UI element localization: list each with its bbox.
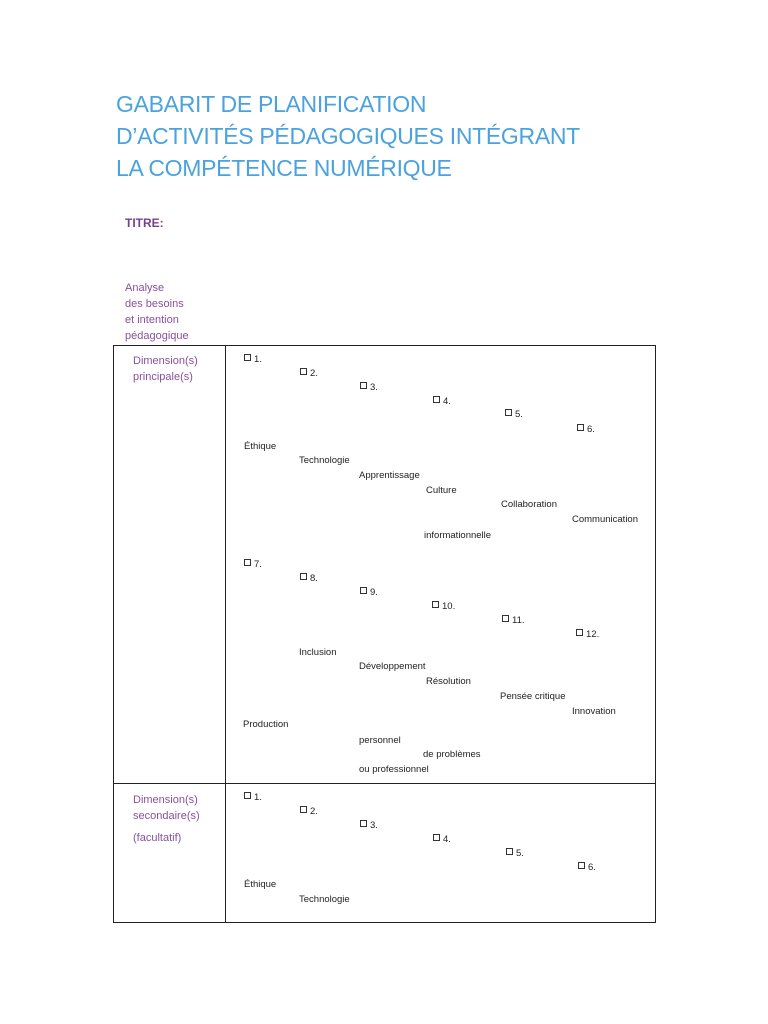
checkbox-icon[interactable] bbox=[505, 409, 512, 416]
principal-checkbox-10[interactable] bbox=[432, 601, 455, 613]
label-line: (facultatif) bbox=[133, 832, 182, 844]
dimension-label: Développement bbox=[359, 661, 426, 672]
checkbox-number: 5. bbox=[516, 848, 524, 859]
principal-checkbox-9[interactable] bbox=[360, 587, 378, 599]
checkbox-icon[interactable] bbox=[244, 354, 251, 361]
page-title bbox=[116, 88, 676, 184]
principal-checkbox-5[interactable] bbox=[505, 409, 523, 421]
principal-checkbox-7[interactable] bbox=[244, 559, 262, 571]
dimensions-table bbox=[113, 345, 656, 923]
checkbox-number: 9. bbox=[370, 587, 378, 598]
label-line: Dimension(s) bbox=[133, 355, 198, 367]
secondary-dimension-label bbox=[133, 792, 200, 846]
column-divider bbox=[225, 346, 226, 922]
dimension-label: Technologie bbox=[299, 455, 350, 466]
checkbox-icon[interactable] bbox=[433, 396, 440, 403]
label-line: Dimension(s) bbox=[133, 794, 198, 806]
section-heading-line: pédagogique bbox=[125, 330, 189, 342]
titre-label: TITRE: bbox=[125, 216, 164, 230]
checkbox-icon[interactable] bbox=[360, 382, 367, 389]
section-heading bbox=[125, 280, 189, 344]
dimension-label: Production bbox=[243, 719, 289, 730]
dimension-label: informationnelle bbox=[424, 530, 492, 541]
section-heading-line: Analyse bbox=[125, 282, 165, 294]
title-line-2: D’ACTIVITÉS PÉDAGOGIQUES INTÉGRANT bbox=[116, 123, 580, 149]
secondary-checkbox-5[interactable] bbox=[506, 848, 524, 860]
checkbox-number: 10. bbox=[442, 601, 456, 612]
dimension-label: ou professionnel bbox=[359, 764, 429, 775]
checkbox-number: 3. bbox=[370, 820, 378, 831]
checkbox-number: 1. bbox=[254, 792, 262, 803]
checkbox-icon[interactable] bbox=[300, 368, 307, 375]
dimension-label: Éthique bbox=[244, 879, 277, 890]
secondary-checkbox-4[interactable] bbox=[433, 834, 451, 846]
principal-checkbox-6[interactable] bbox=[577, 424, 595, 436]
label-line: principale(s) bbox=[133, 371, 193, 383]
principal-checkbox-8[interactable] bbox=[300, 573, 318, 585]
principal-checkbox-3[interactable] bbox=[360, 382, 378, 394]
secondary-checkbox-6[interactable] bbox=[578, 862, 596, 874]
checkbox-number: 7. bbox=[254, 559, 262, 570]
principal-checkbox-4[interactable] bbox=[433, 396, 451, 408]
checkbox-icon[interactable] bbox=[506, 848, 513, 855]
checkbox-icon[interactable] bbox=[433, 834, 440, 841]
checkbox-number: 11. bbox=[512, 615, 525, 626]
principal-checkbox-1[interactable] bbox=[244, 354, 262, 366]
dimension-label: Apprentissage bbox=[359, 470, 420, 481]
principal-checkbox-2[interactable] bbox=[300, 368, 318, 380]
dimension-label: Innovation bbox=[572, 706, 616, 717]
checkbox-icon[interactable] bbox=[432, 601, 439, 608]
checkbox-icon[interactable] bbox=[244, 792, 251, 799]
checkbox-number: 6. bbox=[587, 424, 595, 435]
section-heading-line: des besoins bbox=[125, 298, 184, 310]
checkbox-icon[interactable] bbox=[360, 587, 367, 594]
checkbox-icon[interactable] bbox=[244, 559, 251, 566]
checkbox-number: 4. bbox=[443, 834, 451, 845]
dimension-label: Inclusion bbox=[299, 647, 337, 658]
checkbox-number: 6. bbox=[588, 862, 596, 873]
dimension-label: Technologie bbox=[299, 894, 350, 905]
checkbox-icon[interactable] bbox=[578, 862, 585, 869]
checkbox-number: 8. bbox=[310, 573, 318, 584]
checkbox-icon[interactable] bbox=[360, 820, 367, 827]
checkbox-icon[interactable] bbox=[577, 424, 584, 431]
secondary-checkbox-3[interactable] bbox=[360, 820, 378, 832]
checkbox-number: 2. bbox=[310, 806, 318, 817]
checkbox-icon[interactable] bbox=[502, 615, 509, 622]
checkbox-icon[interactable] bbox=[300, 806, 307, 813]
dimension-label: Éthique bbox=[244, 441, 277, 452]
checkbox-icon[interactable] bbox=[576, 629, 583, 636]
checkbox-number: 1. bbox=[254, 354, 262, 365]
checkbox-number: 5. bbox=[515, 409, 523, 420]
checkbox-number: 2. bbox=[310, 368, 318, 379]
secondary-checkbox-1[interactable] bbox=[244, 792, 262, 804]
dimension-label: Culture bbox=[426, 485, 457, 496]
checkbox-number: 4. bbox=[443, 396, 451, 407]
checkbox-number: 3. bbox=[370, 382, 378, 393]
label-line: secondaire(s) bbox=[133, 810, 200, 822]
dimension-label: Communication bbox=[572, 514, 638, 525]
dimension-label: Pensée critique bbox=[500, 691, 566, 702]
dimension-label: de problèmes bbox=[423, 749, 481, 760]
row-divider bbox=[114, 783, 655, 784]
dimension-label: personnel bbox=[359, 735, 401, 746]
checkbox-icon[interactable] bbox=[300, 573, 307, 580]
principal-dimension-label bbox=[133, 353, 198, 385]
principal-checkbox-11[interactable] bbox=[502, 615, 525, 627]
section-heading-line: et intention bbox=[125, 314, 179, 326]
checkbox-number: 12. bbox=[586, 629, 600, 640]
secondary-checkbox-2[interactable] bbox=[300, 806, 318, 818]
title-line-3: LA COMPÉTENCE NUMÉRIQUE bbox=[116, 155, 452, 181]
dimension-label: Résolution bbox=[426, 676, 471, 687]
dimension-label: Collaboration bbox=[501, 499, 557, 510]
principal-checkbox-12[interactable] bbox=[576, 629, 599, 641]
title-line-1: GABARIT DE PLANIFICATION bbox=[116, 91, 427, 117]
